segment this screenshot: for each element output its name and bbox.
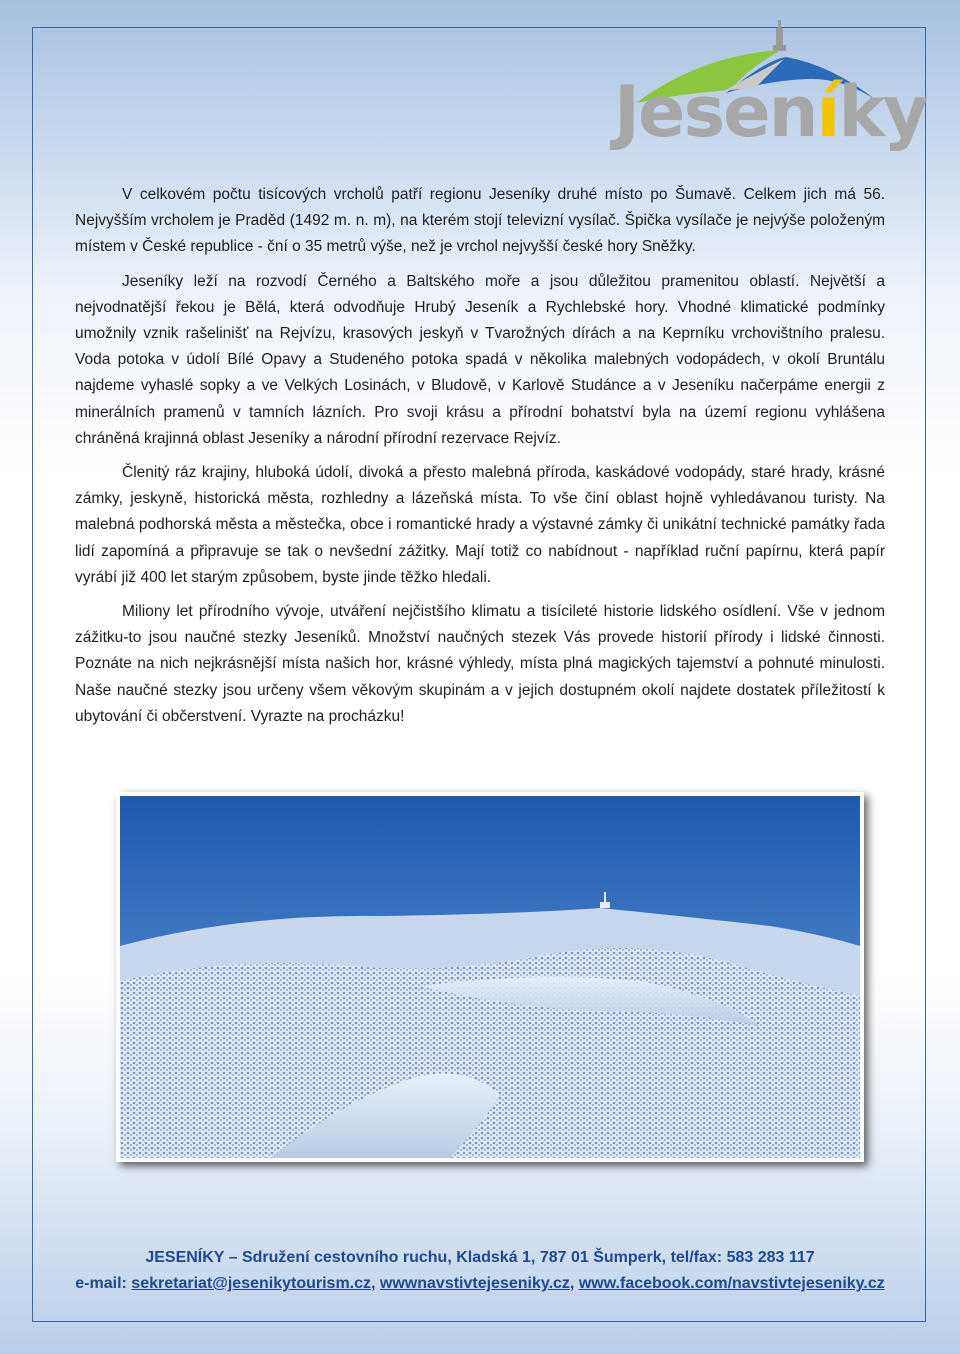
- separator: ,: [371, 1275, 380, 1292]
- separator: ,: [569, 1275, 579, 1292]
- website-link[interactable]: wwwnavstivtejeseniky.cz: [379, 1275, 570, 1292]
- article-body: [75, 182, 885, 738]
- paragraph-peaks: V celkovém počtu tisícových vrcholů patří regionu Jeseníky druhé místo po Šumavě. Celkem jich má 56. Nejvyšším vrcholem je Praděd (1492 m. n. m), na kterém stojí televizní vysílač. Špička vysílače je nejvýše položeným místem v České republice - ční o 35 metrů výše, než je vrchol nejvyšší české hory Sněžky.: [75, 186, 885, 256]
- paragraph-landscape: Členitý ráz krajiny, hluboká údolí, divoká a přesto malebná příroda, kaskádové vodopády, staré hrady, krásné zámky, jeskyně, historická města, rozhledny a lázeňská místa. To vše činí oblast hojně vyhledávanou turisty. Na malebná podhorská města a městečka, obce i romantické hrady a výstavné zámky či unikátní technické památky řada lidí zapomíná a připravuje se tak o nevšední zážitky. Mají totiž co nabídnout - například ruční papírnu, která papír vyrábí již 400 let starým způsobem, byste jinde těžko hledali.: [75, 464, 885, 586]
- paragraph-trails: Miliony let přírodního vývoje, utváření nejčistšího klimatu a tisícileté historie lidského osídlení. Vše v jednom zážitku-to jsou naučné stezky Jeseníků. Množství naučných stezek Vás provede historií přírody i lidské činnosti. Poznáte na nich nejkrásnější místa našich hor, krásné výhledy, místa plná magických tajemství a pohnuté minulosti. Naše naučné stezky jsou určeny všem věkovým skupinám a v jejich dostupném okolí najdete dostatek příležitostí k ubytování či občerstvení. Vyrazte na procházku!: [75, 603, 885, 725]
- email-label: e-mail:: [75, 1275, 132, 1292]
- email-link[interactable]: sekretariat@jesenikytourism.cz: [131, 1275, 372, 1292]
- jeseniky-logo: [606, 15, 927, 183]
- logo-wordmark: Jeseníky: [614, 71, 927, 153]
- footer-address: JESENÍKY – Sdružení cestovního ruchu, Kladská 1, 787 01 Šumperk, tel/fax: 583 283 117: [145, 1249, 815, 1266]
- footer-links: [0, 1271, 960, 1297]
- winter-landscape-photo: [116, 792, 864, 1162]
- contact-footer: [0, 1245, 960, 1297]
- paragraph-rivers: Jeseníky leží na rozvodí Černého a Baltského moře a jsou důležitou pramenitou oblastí. Největší a nejvodnatější řekou je Bělá, která odvodňuje Hrubý Jeseník a Rychlebské hory. Vhodné klimatické podmínky umožnily vznik rašelinišť na Rejvízu, krasových jeskyň v Tvarožných dírách a na Keprníku vrchovištního pralesu. Voda potoka v údolí Bílé Opavy a Studeného potoka spadá v několika malebných vodopádech, v okolí Bruntálu najdeme vyhaslé sopky a ve Velkých Losinách, v Bludově, v Karlově Studánce a v Jeseníku načerpáme energii z minerálních pramenů v tamních lázních. Pro svoji krásu a přírodní bohatství byla na území regionu vyhlášena chráněná krajinná oblast Jeseníky a národní přírodní rezervace Rejvíz.: [75, 272, 885, 447]
- facebook-link[interactable]: www.facebook.com/navstivtejeseniky.cz: [578, 1275, 885, 1292]
